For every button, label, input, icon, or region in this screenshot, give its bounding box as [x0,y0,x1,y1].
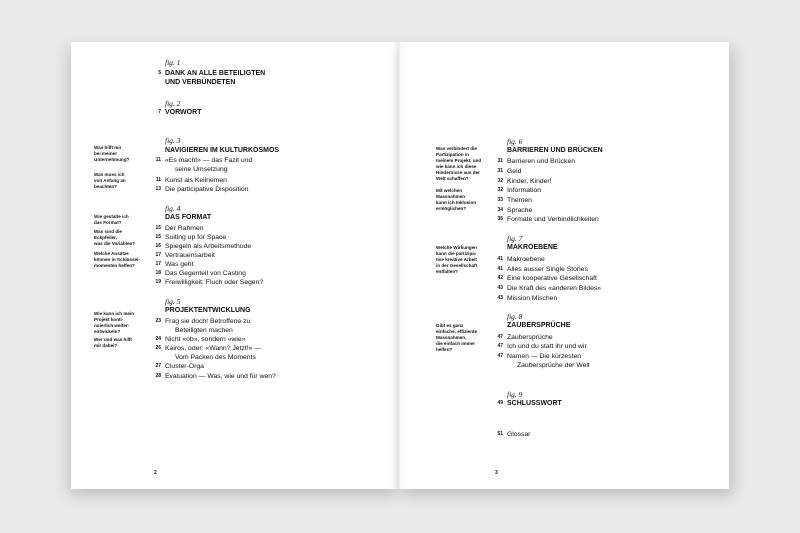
toc-entry: Mission Mischen [507,295,558,302]
entry-page-number: 11 [155,157,161,163]
book-gutter [392,42,408,489]
toc-entry: «Es macht» — das Fazit und [165,157,253,164]
section-heading: MAKROEBENE [507,244,558,251]
guiding-question: ermöglichen? [436,206,467,211]
guiding-question: bei meiner [94,151,117,156]
toc-entry: Alles ausser Single Stories [507,266,588,273]
entry-page-number: 32 [497,178,503,184]
folio-page-number: 3 [495,470,498,476]
guiding-question: wie kann ich diese [436,164,477,169]
fig-label: fig. 4 [165,204,181,213]
entry-page-number: 15 [155,234,161,240]
toc-entry: Formate und Verbindlichkeiten [507,216,599,223]
entry-page-number: 15 [155,225,161,231]
toc-entry: Kinder, Kinder! [507,178,552,185]
guiding-question: Welche Wirkungen [436,245,477,250]
toc-entry: Nicht «ob», sondern «wie» [165,336,246,343]
guiding-question: Was hilft mir [94,145,122,150]
guiding-question: Welche Ansätze [94,251,129,256]
entry-page-number: 41 [497,256,503,262]
guiding-question: Mit welchen [436,188,463,193]
toc-entry: Vom Packen des Moments [175,354,256,362]
guiding-question: Was verhindert die [436,146,477,151]
entry-page-number: 24 [155,336,161,342]
toc-entry: Kairos, oder: «Wann? Jetzt!» — [165,345,262,352]
entry-page-number: 31 [497,158,503,164]
guiding-question: meinem Projekt, und [436,158,482,163]
entry-page-number: 43 [497,285,503,291]
toc-entry: Cluster-Orga [165,363,204,370]
guiding-question: Massnahmen [436,194,466,199]
guiding-question: Wie kann ich mein [94,311,135,316]
entry-page-number: 27 [155,363,161,369]
guiding-question: von Anfang an [94,178,126,183]
toc-entry: Zaubersprüche der Welt [517,362,590,370]
page-number: 49 [497,400,503,406]
fig-label: fig. 8 [507,312,523,321]
section-heading: ZAUBERSPRÜCHE [507,322,571,329]
toc-entry: Vertrauensarbeit [165,252,215,259]
fig-label: fig. 9 [507,390,523,399]
guiding-question: können in Schlüssel- [94,257,140,262]
entry-page-number: 42 [497,275,503,281]
guiding-question: die einfach immer [436,341,476,346]
section-heading: VORWORT [165,109,202,116]
guiding-question: Was sind die [94,229,122,234]
page-number: 7 [158,109,161,115]
toc-entry: Beteiligten machen [175,327,233,335]
toc-entry: Was geht [165,261,194,268]
toc-entry: Ich und du statt ihr und wir [507,343,587,350]
guiding-question: Was muss ich [94,172,125,177]
entry-page-number: 31 [497,168,503,174]
toc-entry: Das Gegenteil von Casting [165,270,246,277]
entry-page-number: 11 [155,177,161,183]
entry-page-number: 26 [155,345,161,351]
fig-label: fig. 1 [165,58,181,67]
toc-entry: Evaluation — Was, wie und für wen? [165,373,276,380]
entry-page-number: 47 [497,343,503,349]
fig-label: fig. 3 [165,136,181,145]
toc-entry: Frag sie doch! Betroffene zu [165,318,251,325]
entry-page-number: 19 [155,279,161,285]
guiding-question: helfen? [436,347,453,352]
entry-page-number: 36 [497,216,503,222]
guiding-question: mir dabei? [94,343,118,348]
guiding-question: nuierlich weiter- [94,323,130,328]
guiding-question: beachten? [94,184,117,189]
guiding-question: Wie gestalte ich [94,214,129,219]
toc-entry: Zaubersprüche [507,334,553,341]
guiding-question: Partizipation in [436,152,469,157]
entry-page-number: 47 [497,353,503,359]
section-heading: NAVIGIEREN IM KULTURKOSMOS [165,147,280,154]
fig-label: fig. 5 [165,297,181,306]
toc-entry: Spiegeln als Arbeitsmethode [165,243,252,250]
toc-entry: Geld [507,168,522,175]
toc-entry: Der Rahmen [165,225,204,232]
guiding-question: Gibt es ganz [436,323,464,328]
folio-page-number: 2 [154,470,157,476]
guiding-question: Hindernisse aus der [436,170,480,175]
toc-entry: Die Kraft des «anderen Bildes» [507,285,602,292]
guiding-question: kann die partizipa- [436,251,477,256]
guiding-question: Unternehmung? [94,157,130,162]
guiding-question: einfache, effiziente [436,329,478,334]
section-heading: SCHLUSSWORT [507,400,562,407]
fig-label: fig. 2 [165,99,181,108]
toc-entry: Barrieren und Brücken [507,158,576,165]
fig-label: fig. 6 [507,137,523,146]
guiding-question: Massnahmen, [436,335,467,340]
entry-page-number: 43 [497,295,503,301]
page-number: 5 [158,70,161,76]
toc-entry: Freiwilligkeit: Fluch oder Segen? [165,279,264,286]
toc-entry: Namen — Die kürzesten [507,353,582,360]
entry-page-number: 34 [497,207,503,213]
toc-entry: Kunst als Keilriemen [165,177,227,184]
guiding-question: tive kreative Arbeit [436,257,477,262]
entry-page-number: 23 [155,318,161,324]
section-heading: DAS FORMAT [165,214,212,221]
toc-entry: Eine kooperative Gesellschaft [507,275,597,282]
guiding-question: momenten helfen? [94,263,135,268]
entry-page-number: 13 [155,186,161,192]
toc-entry: Information [507,187,542,194]
entry-page-number: 16 [155,243,161,249]
guiding-question: Projekt konti- [94,317,124,322]
guiding-question: Welt schaffen? [436,176,469,181]
guiding-question: was die Variablen? [94,241,136,246]
entry-page-number: 28 [155,373,161,379]
toc-entry: seine Umsetzung [175,166,228,174]
entry-page-number: 32 [497,187,503,193]
toc-entry: Themen [507,197,532,204]
entry-page-number: 17 [155,252,161,258]
entry-page-number: 51 [497,431,503,437]
toc-entry: Suiting up for Space [165,234,227,241]
entry-page-number: 18 [155,270,161,276]
guiding-question: entwickeln? [94,329,121,334]
section-heading: BARRIEREN UND BRÜCKEN [507,147,603,154]
guiding-question: kann ich Inklusion [436,200,477,205]
section-heading: PROJEKTENTWICKLUNG [165,307,251,314]
entry-page-number: 17 [155,261,161,267]
entry-page-number: 41 [497,266,503,272]
section-heading: DANK AN ALLE BETEILIGTEN [165,70,266,77]
toc-entry: Sprache [507,207,533,214]
guiding-question: das Format? [94,220,122,225]
entry-page-number: 47 [497,334,503,340]
fig-label: fig. 7 [507,234,523,243]
toc-entry: Die participative Disposition [165,186,249,193]
guiding-question: Eckpfeiler, [94,235,117,240]
section-heading: UND VERBÜNDETEN [165,79,236,86]
toc-entry: Makroebene [507,256,545,263]
toc-entry: Glossar [507,431,531,438]
guiding-question: in der Gesellschaft [436,263,478,268]
guiding-question: Wer und was hilft [94,337,132,342]
entry-page-number: 33 [497,197,503,203]
guiding-question: entfalten? [436,269,458,274]
